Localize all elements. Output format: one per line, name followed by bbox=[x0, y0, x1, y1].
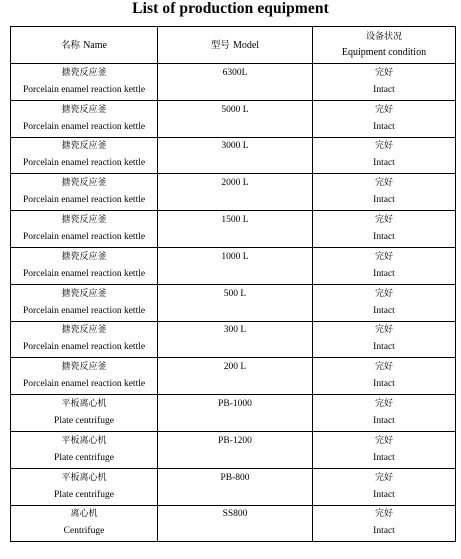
model-value: 6300L bbox=[222, 67, 248, 78]
table-header-row bbox=[11, 27, 456, 64]
condition-zh: 完好 bbox=[374, 472, 393, 483]
table-row bbox=[11, 505, 456, 542]
condition-en: Intact bbox=[373, 489, 395, 500]
name-zh: 搪瓷反应釜 bbox=[61, 362, 107, 373]
name-en: Porcelain enamel reaction kettle bbox=[22, 84, 146, 95]
name-zh: 搪瓷反应釜 bbox=[61, 288, 107, 299]
model-value: 5000 L bbox=[221, 104, 249, 115]
model-cell bbox=[158, 211, 313, 248]
condition-zh: 完好 bbox=[374, 251, 393, 262]
condition-en: Intact bbox=[373, 195, 395, 206]
name-cell bbox=[11, 137, 158, 174]
model-value: 1500 L bbox=[221, 215, 249, 226]
name-cell bbox=[11, 321, 158, 358]
name-en: Porcelain enamel reaction kettle bbox=[22, 342, 146, 353]
condition-cell bbox=[313, 247, 456, 284]
name-cell bbox=[11, 395, 158, 432]
header-condition-zh: 设备状况 bbox=[365, 32, 402, 42]
name-en: Centrifuge bbox=[63, 526, 105, 537]
condition-en: Intact bbox=[373, 452, 395, 463]
condition-cell bbox=[313, 321, 456, 358]
name-en: Porcelain enamel reaction kettle bbox=[22, 305, 146, 316]
condition-zh: 完好 bbox=[374, 288, 393, 299]
name-zh: 搪瓷反应釜 bbox=[61, 104, 107, 115]
table-row bbox=[11, 468, 456, 505]
name-cell bbox=[11, 468, 158, 505]
model-cell bbox=[158, 100, 313, 137]
condition-en: Intact bbox=[373, 232, 395, 243]
header-name-zh: 名称 bbox=[61, 39, 81, 51]
name-zh: 搪瓷反应釜 bbox=[61, 325, 107, 336]
name-zh: 平板离心机 bbox=[61, 435, 107, 446]
equipment-table bbox=[10, 26, 456, 542]
table-row bbox=[11, 431, 456, 468]
name-en: Plate centrifuge bbox=[54, 489, 114, 500]
condition-cell bbox=[313, 505, 456, 542]
name-en: Porcelain enamel reaction kettle bbox=[22, 121, 146, 132]
model-cell bbox=[158, 468, 313, 505]
model-cell bbox=[158, 395, 313, 432]
condition-zh: 完好 bbox=[374, 67, 393, 78]
table-row bbox=[11, 211, 456, 248]
model-value: 500 L bbox=[223, 288, 247, 299]
condition-zh: 完好 bbox=[374, 325, 393, 336]
header-model bbox=[158, 27, 313, 64]
header-name-en: Name bbox=[83, 39, 107, 51]
condition-zh: 完好 bbox=[374, 399, 393, 410]
condition-en: Intact bbox=[373, 268, 395, 279]
condition-en: Intact bbox=[373, 305, 395, 316]
model-cell bbox=[158, 64, 313, 101]
model-cell bbox=[158, 137, 313, 174]
condition-cell bbox=[313, 468, 456, 505]
table-row bbox=[11, 100, 456, 137]
condition-cell bbox=[313, 211, 456, 248]
condition-cell bbox=[313, 137, 456, 174]
condition-zh: 完好 bbox=[374, 509, 393, 520]
name-zh: 搪瓷反应釜 bbox=[61, 178, 107, 189]
condition-zh: 完好 bbox=[374, 435, 393, 446]
condition-zh: 完好 bbox=[374, 141, 393, 152]
model-value: 3000 L bbox=[221, 141, 249, 152]
name-zh: 搪瓷反应釜 bbox=[61, 215, 107, 226]
model-value: PB-1200 bbox=[218, 435, 252, 446]
table-row bbox=[11, 395, 456, 432]
model-cell bbox=[158, 321, 313, 358]
name-cell bbox=[11, 431, 158, 468]
table-row bbox=[11, 137, 456, 174]
name-cell bbox=[11, 284, 158, 321]
model-cell bbox=[158, 174, 313, 211]
condition-cell bbox=[313, 431, 456, 468]
name-cell bbox=[11, 358, 158, 395]
name-zh: 搪瓷反应釜 bbox=[61, 141, 107, 152]
name-cell bbox=[11, 247, 158, 284]
condition-en: Intact bbox=[373, 416, 395, 427]
table-row bbox=[11, 247, 456, 284]
name-cell bbox=[11, 100, 158, 137]
condition-en: Intact bbox=[373, 121, 395, 132]
name-zh: 离心机 bbox=[70, 509, 98, 520]
name-zh: 平板离心机 bbox=[61, 472, 107, 483]
name-en: Plate centrifuge bbox=[54, 416, 114, 427]
model-cell bbox=[158, 358, 313, 395]
model-cell bbox=[158, 431, 313, 468]
model-value: PB-800 bbox=[220, 472, 250, 483]
model-cell bbox=[158, 247, 313, 284]
header-model-zh: 型号 bbox=[210, 39, 230, 51]
model-value: SS800 bbox=[222, 509, 248, 520]
name-cell bbox=[11, 211, 158, 248]
condition-en: Intact bbox=[373, 379, 395, 390]
document-title: List of production equipment bbox=[132, 0, 329, 17]
condition-cell bbox=[313, 395, 456, 432]
table-row bbox=[11, 174, 456, 211]
condition-cell bbox=[313, 64, 456, 101]
model-cell bbox=[158, 505, 313, 542]
condition-zh: 完好 bbox=[374, 178, 393, 189]
table-row bbox=[11, 64, 456, 101]
header-condition-en: Equipment condition bbox=[341, 47, 427, 58]
name-cell bbox=[11, 174, 158, 211]
condition-cell bbox=[313, 358, 456, 395]
name-en: Plate centrifuge bbox=[54, 452, 114, 463]
name-en: Porcelain enamel reaction kettle bbox=[22, 232, 146, 243]
condition-en: Intact bbox=[373, 526, 395, 537]
condition-en: Intact bbox=[373, 342, 395, 353]
condition-cell bbox=[313, 284, 456, 321]
name-en: Porcelain enamel reaction kettle bbox=[22, 379, 146, 390]
condition-cell bbox=[313, 174, 456, 211]
name-cell bbox=[11, 505, 158, 542]
condition-zh: 完好 bbox=[374, 215, 393, 226]
name-zh: 搪瓷反应釜 bbox=[61, 67, 107, 78]
name-cell bbox=[11, 64, 158, 101]
name-zh: 平板离心机 bbox=[61, 399, 107, 410]
condition-cell bbox=[313, 100, 456, 137]
model-value: 2000 L bbox=[221, 178, 249, 189]
header-condition bbox=[313, 27, 456, 64]
name-zh: 搪瓷反应釜 bbox=[61, 251, 107, 262]
condition-en: Intact bbox=[373, 84, 395, 95]
table-row bbox=[11, 321, 456, 358]
table-row bbox=[11, 358, 456, 395]
model-value: 1000 L bbox=[221, 251, 249, 262]
header-model-en: Model bbox=[232, 39, 260, 51]
model-value: 300 L bbox=[223, 325, 247, 336]
condition-zh: 完好 bbox=[374, 362, 393, 373]
name-en: Porcelain enamel reaction kettle bbox=[22, 158, 146, 169]
condition-en: Intact bbox=[373, 158, 395, 169]
name-en: Porcelain enamel reaction kettle bbox=[22, 195, 146, 206]
model-value: PB-1000 bbox=[218, 399, 252, 410]
model-cell bbox=[158, 284, 313, 321]
header-name bbox=[11, 27, 158, 64]
name-en: Porcelain enamel reaction kettle bbox=[22, 268, 146, 279]
model-value: 200 L bbox=[223, 362, 247, 373]
condition-zh: 完好 bbox=[374, 104, 393, 115]
table-row bbox=[11, 284, 456, 321]
